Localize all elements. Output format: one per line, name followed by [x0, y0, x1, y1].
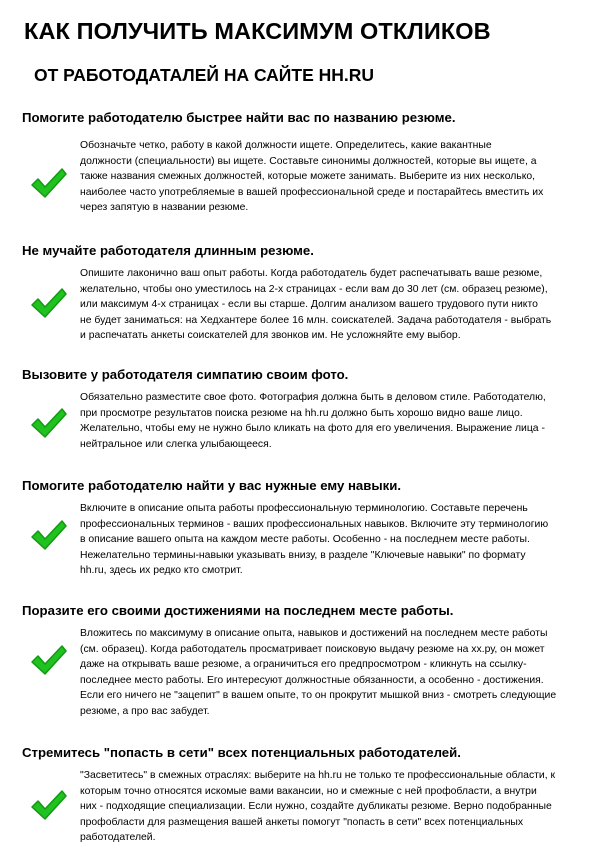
page-subtitle: ОТ РАБОТОДАТАЛЕЙ НА САЙТЕ HH.RU — [34, 65, 375, 85]
section-text-skills: Включите в описание опыта работы профессиональную терминологию. Составьте перечень профессиональных терминов - ваших профессиональных навыков. Включите эту терминологию в описание вашего опыта на каждом месте работы. Особенно - на последнем месте работы. Нежелательно термины-навыки указывать внизу, в разделе "Ключевые навыки" по формату hh.ru, здесь их редко кто смотрит. — [80, 503, 549, 577]
section-text-photo: Обязательно разместите свое фото. Фотография должна быть в деловом стиле. Работодателю, при просмотре результатов поиска резюме на hh.ru должно быть хорошо видно ваше лицо. Желательно, чтобы ему не нужно было кликать на фото для его увеличения. Выражение лица - нейтральное или слегка улыбающееся. — [80, 392, 546, 450]
check-mark-icon — [28, 785, 68, 825]
check-mark-icon — [28, 163, 68, 203]
check-mark-icon — [28, 515, 68, 555]
section-heading-skills: Помогите работодателю найти у вас нужные ему навыки. — [22, 478, 401, 493]
page-title: КАК ПОЛУЧИТЬ МАКСИМУМ ОТКЛИКОВ — [24, 18, 491, 44]
section-heading-title: Помогите работодателю быстрее найти вас по названию резюме. — [22, 110, 456, 125]
check-mark-icon — [28, 403, 68, 443]
section-heading-network: Стремитесь "попасть в сети" всех потенциальных работодателей. — [22, 745, 461, 760]
section-text-title: Обозначьте четко, работу в какой должности ищете. Определитесь, какие вакантные должности (специальности) вы ищете. Составьте синонимы должностей, которые вы ищете, а также названия смежных должностей, которые можете занимать. Выберите из них несколько, наиболее часто употребляемые в вашей профессиональной среде и постарайтесь вместить их через запятую в названии резюме. — [80, 140, 544, 214]
section-heading-photo: Вызовите у работодателя симпатию своим фото. — [22, 367, 349, 382]
section-heading-length: Не мучайте работодателя длинным резюме. — [22, 243, 314, 258]
section-text-achievements: Вложитесь по максимуму в описание опыта, навыков и достижений на последнем месте работы (см. образец). Когда работодатель просматривает поисковую выдачу резюме на хх.ру, он может даже на открывать ваше резюме, а ограничиться его предпросмотром - кликнуть на ссылку- последнее место работы. Его интересуют должностные обязанности, а особенно - достижения. Если его ничего не "зацепит" в вашем опыте, то он прокрутит мышкой вниз - смотреть следующие резюме, а про вас забудет. — [80, 628, 557, 717]
section-heading-achievements: Поразите его своими достижениями на последнем месте работы. — [22, 603, 454, 618]
section-text-length: Опишите лаконично ваш опыт работы. Когда работодатель будет распечатывать ваше резюме, желательно, чтобы оно уместилось на 2-х страницах - если вам до 30 лет (см. образец резюме), или максимум 4-х страницах - если вы старше. Долгим анализом вашего трудового пути никто не будет заниматься: на Хедхантере более 16 млн. соискателей. Задача работодателя - выбрать и распечатать анкеты соискателей для звонков им. Не усложняйте ему выбор. — [80, 268, 552, 342]
section-text-network: "Засветитесь" в смежных отраслях: выберите на hh.ru не только те профессиональные области, к которым точно относятся искомые вами вакансии, но и смежные с ней профобласти, а внутри них - подходящие специализации. Если нужно, создайте дубликаты резюме. Верно подобранные профобласти для размещения вашей анкеты помогут "попасть в сети" всех потенциальных работодателей. — [80, 770, 556, 844]
check-mark-icon — [28, 640, 68, 680]
check-mark-icon — [28, 283, 68, 323]
